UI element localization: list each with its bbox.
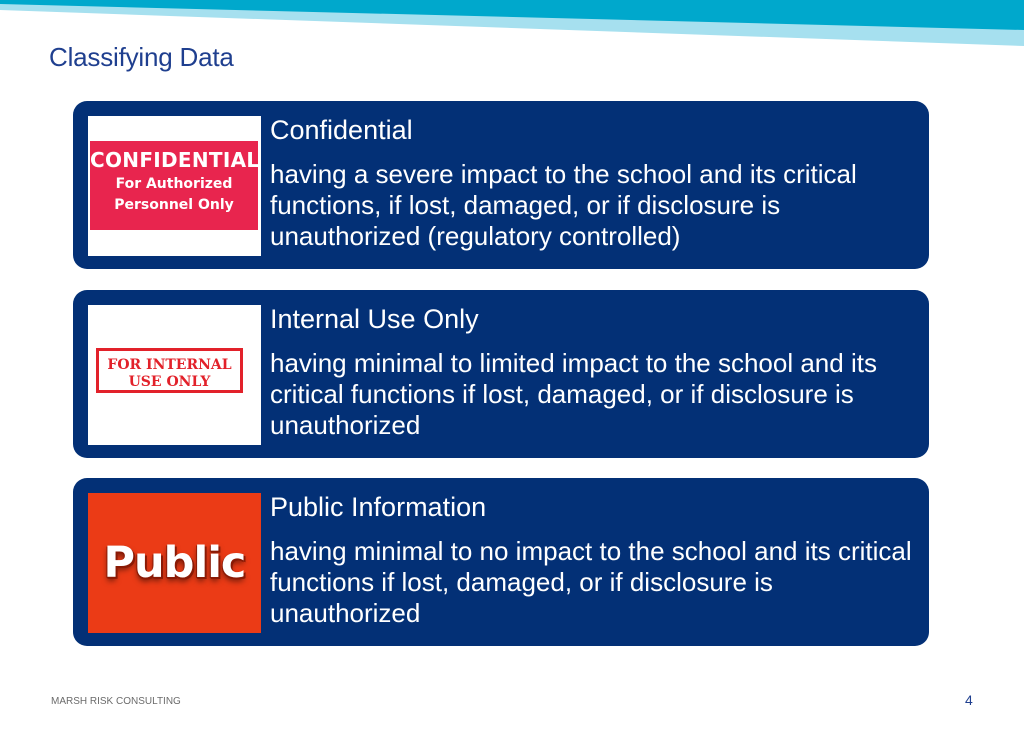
card-heading-public: Public Information xyxy=(270,492,487,522)
confidential-image xyxy=(88,116,261,256)
card-heading-confidential: Confidential xyxy=(270,115,413,145)
public-image xyxy=(88,493,261,633)
internal-use-stamp xyxy=(96,348,243,393)
internal-stamp-line1: FOR INTERNAL xyxy=(107,357,232,373)
page-number: 4 xyxy=(965,692,973,708)
card-description-confidential: having a severe impact to the school and its critical functions, if lost, damaged, or if disclosure is unauthorized (regulatory controlled) xyxy=(270,159,857,251)
slide-title: Classifying Data xyxy=(49,42,234,72)
confidential-label-line1: For Authorized xyxy=(115,176,233,192)
internal-use-image xyxy=(88,305,261,445)
public-label: Public xyxy=(103,538,246,588)
confidential-label xyxy=(90,141,258,230)
footer-company: MARSH RISK CONSULTING xyxy=(51,696,181,707)
confidential-label-line2: Personnel Only xyxy=(114,197,234,213)
card-heading-internal: Internal Use Only xyxy=(270,304,479,334)
confidential-label-main: CONFIDENTIAL xyxy=(90,148,260,172)
card-description-public: having minimal to no impact to the school and its critical functions if lost, damaged, or if disclosure is unauthorized xyxy=(270,536,912,628)
classification-card-confidential xyxy=(73,101,929,269)
classification-card-public xyxy=(73,478,929,646)
internal-stamp-line2: USE ONLY xyxy=(128,374,211,390)
classification-card-internal xyxy=(73,290,929,458)
card-description-internal: having minimal to limited impact to the school and its critical functions if lost, damaged, or if disclosure is unauthorized xyxy=(270,348,877,440)
